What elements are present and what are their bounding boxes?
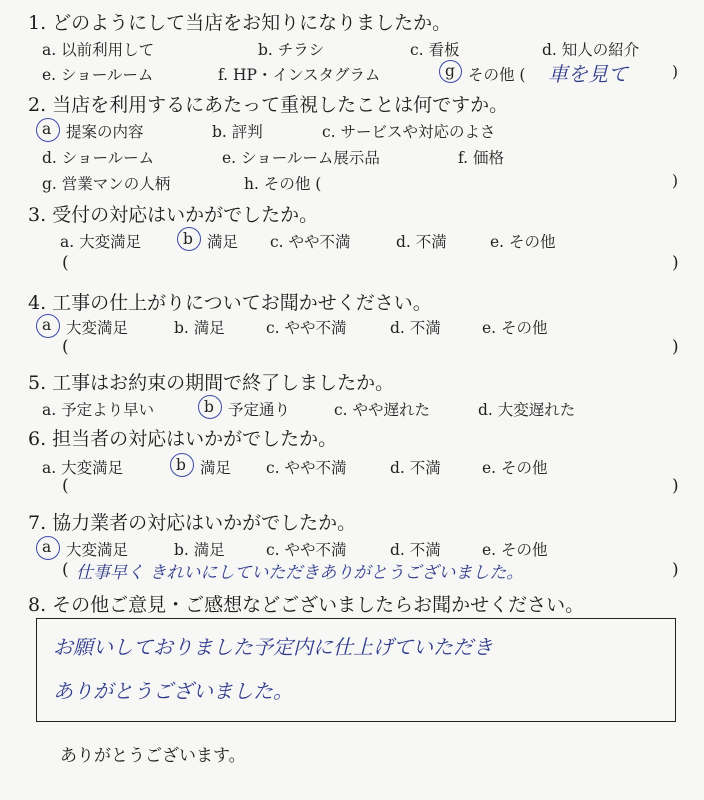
q1-option-c: c. 看板: [410, 41, 460, 59]
q3-open-paren: (: [62, 253, 69, 273]
q4-option-c: c. やや不満: [266, 319, 347, 337]
question-4-title: 4. 工事の仕上がりについてお聞かせください。: [28, 292, 432, 314]
q2-option-f: f. 価格: [458, 149, 505, 167]
q5-option-b-label: 予定通り: [228, 401, 291, 419]
q7-handwritten-answer: 仕事早く きれいにしていただきありがとうございました。: [76, 563, 524, 583]
q2-option-c: c. サービスや対応のよさ: [322, 123, 496, 141]
q7-close-paren: ): [672, 560, 679, 580]
question-8-title: 8. その他ご意見・ご感想などございましたらお聞かせください。: [28, 594, 585, 616]
q5-option-c: c. やや遅れた: [334, 401, 431, 419]
q7-option-e: e. その他: [482, 541, 548, 559]
q1-option-f: f. HP・インスタグラム: [218, 66, 381, 84]
q4-option-a-label: 大変満足: [66, 319, 129, 337]
q2-option-a-letter: a: [42, 120, 52, 138]
q2-option-h: h. その他 (: [244, 175, 322, 193]
q1-option-g-label: その他 (: [468, 66, 526, 84]
q3-option-c: c. やや不満: [270, 233, 351, 251]
q7-option-a-letter: a: [42, 538, 52, 556]
q1-handwritten-answer: 車を見て: [548, 62, 628, 86]
q7-option-d: d. 不満: [390, 541, 441, 559]
q3-option-b-letter: b: [183, 230, 193, 248]
q3-option-b-label: 満足: [207, 233, 239, 251]
q4-option-a-letter: a: [42, 316, 52, 334]
q4-open-paren: (: [62, 337, 69, 357]
q2-close-paren: ): [672, 172, 679, 190]
q4-option-d: d. 不満: [390, 319, 441, 337]
q3-close-paren: ): [672, 253, 679, 273]
q4-close-paren: ): [672, 337, 679, 357]
q1-option-d: d. 知人の紹介: [542, 41, 640, 59]
comments-box: [36, 618, 676, 722]
q6-open-paren: (: [62, 476, 69, 496]
q7-open-paren: (: [62, 560, 69, 580]
q6-option-a: a. 大変満足: [42, 459, 124, 477]
q6-option-e: e. その他: [482, 459, 548, 477]
q6-option-c: c. やや不満: [266, 459, 347, 477]
q4-option-e: e. その他: [482, 319, 548, 337]
thank-you-text: ありがとうございます。: [60, 746, 246, 766]
q2-option-b: b. 評判: [212, 123, 263, 141]
q1-option-a: a. 以前利用して: [42, 41, 155, 59]
question-1-title: 1. どのようにして当店をお知りになりましたか。: [28, 12, 452, 34]
question-6-title: 6. 担当者の対応はいかがでしたか。: [28, 428, 338, 450]
q7-option-c: c. やや不満: [266, 541, 347, 559]
question-3-title: 3. 受付の対応はいかがでしたか。: [28, 204, 319, 226]
q7-option-b: b. 満足: [174, 541, 225, 559]
q5-option-a: a. 予定より早い: [42, 401, 155, 419]
question-7-title: 7. 協力業者の対応はいかがでしたか。: [28, 512, 357, 534]
q6-option-b-letter: b: [176, 456, 186, 474]
q1-option-b: b. チラシ: [258, 41, 325, 59]
q3-option-a: a. 大変満足: [60, 233, 142, 251]
q5-option-b-letter: b: [204, 398, 214, 416]
q2-option-a-label: 提案の内容: [66, 123, 144, 141]
q6-option-b-label: 満足: [200, 459, 232, 477]
question-2-title: 2. 当店を利用するにあたって重視したことは何ですか。: [28, 94, 509, 116]
q2-option-g: g. 営業マンの人柄: [42, 175, 171, 193]
question-5-title: 5. 工事はお約束の期間で終了しましたか。: [28, 372, 395, 394]
q6-option-d: d. 不満: [390, 459, 441, 477]
q2-option-d: d. ショールーム: [42, 149, 155, 167]
q5-option-d: d. 大変遅れた: [478, 401, 576, 419]
q3-option-d: d. 不満: [396, 233, 447, 251]
q1-option-g-letter: g: [445, 62, 455, 80]
q1-close-paren: ): [672, 63, 679, 81]
q3-option-e: e. その他: [490, 233, 556, 251]
q8-handwritten-line-2: ありがとうございました。: [53, 679, 293, 703]
q4-option-b: b. 満足: [174, 319, 225, 337]
q1-option-e: e. ショールーム: [42, 66, 154, 84]
q2-option-e: e. ショールーム展示品: [222, 149, 380, 167]
q8-handwritten-line-1: お願いしておりました予定内に仕上げていただき: [53, 635, 493, 659]
q7-option-a-label: 大変満足: [66, 541, 129, 559]
q6-close-paren: ): [672, 476, 679, 496]
